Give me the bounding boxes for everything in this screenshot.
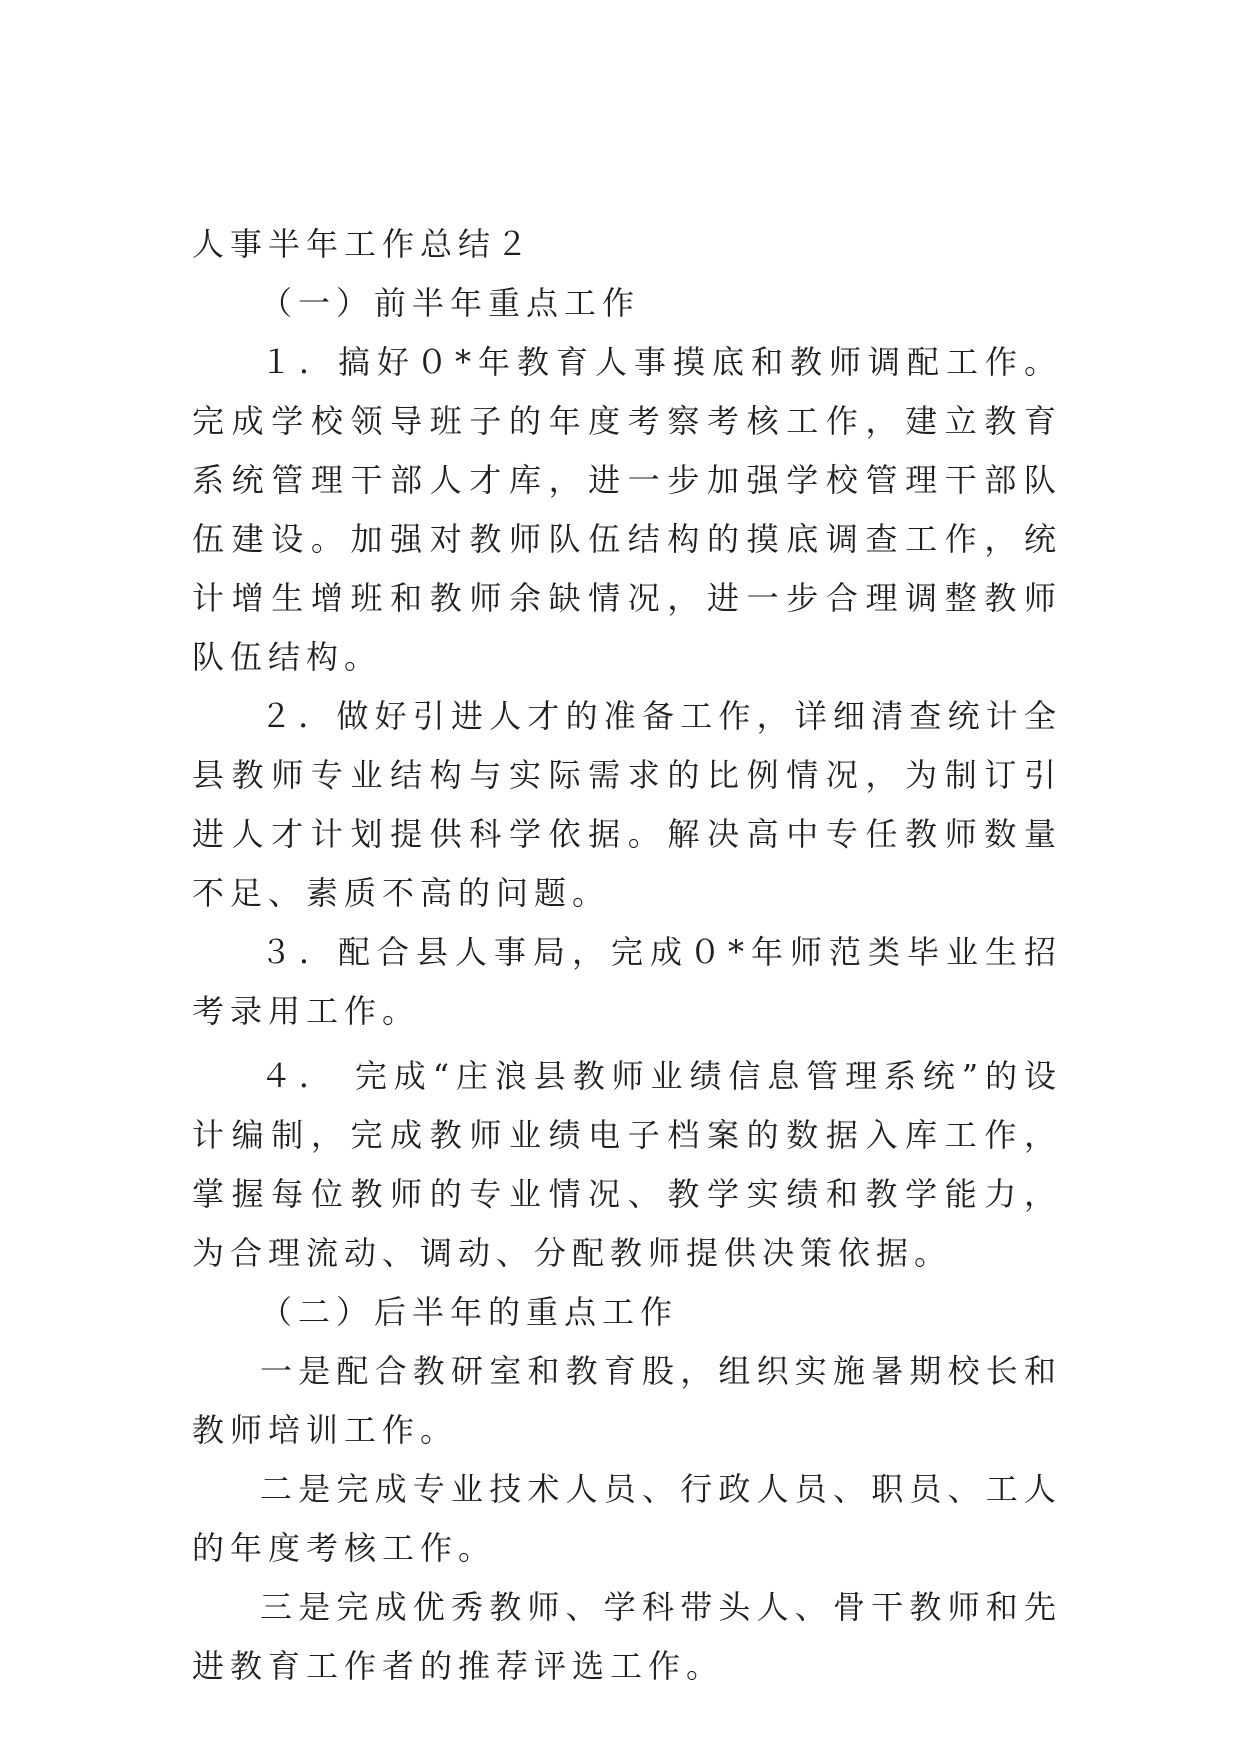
document-title: 人事半年工作总结２ [192,225,535,263]
document-body [192,215,1062,1696]
paragraph-item-2: ２．做好引进人才的准备工作，详细清查统计全县教师专业结构与实际需求的比例情况，为制订引进人才计划提供科学依据。解决高中专任教师数量不足、素质不高的问题。 [192,697,1062,912]
paragraph-point-2: 二是完成专业技术人员、行政人员、职员、工人的年度考核工作。 [192,1470,1062,1567]
paragraph-item-3: ３．配合县人事局，完成０*年师范类毕业生招考录用工作。 [192,933,1062,1030]
paragraph-point-3: 三是完成优秀教师、学科带头人、骨干教师和先进教育工作者的推荐评选工作。 [192,1588,1062,1685]
paragraph-item-1: １．搞好０*年教育人事摸底和教师调配工作。完成学校领导班子的年度考察考核工作，建立教育系统管理干部人才库，进一步加强学校管理干部队伍建设。加强对教师队伍结构的摸底调查工作，统计增生增班和教师余缺情况，进一步合理调整教师队伍结构。 [192,343,1062,676]
paragraph-point-1: 一是配合教研室和教育股，组织实施暑期校长和教师培训工作。 [192,1352,1062,1449]
paragraph-item-4: ４． 完成“庄浪县教师业绩信息管理系统”的设计编制，完成教师业绩电子档案的数据入库工作，掌握每位教师的专业情况、教学实绩和教学能力，为合理流动、调动、分配教师提供决策依据。 [192,1057,1062,1272]
section-heading-second-half: （二）后半年的重点工作 [260,1293,679,1331]
section-heading-first-half: （一）前半年重点工作 [260,284,641,322]
